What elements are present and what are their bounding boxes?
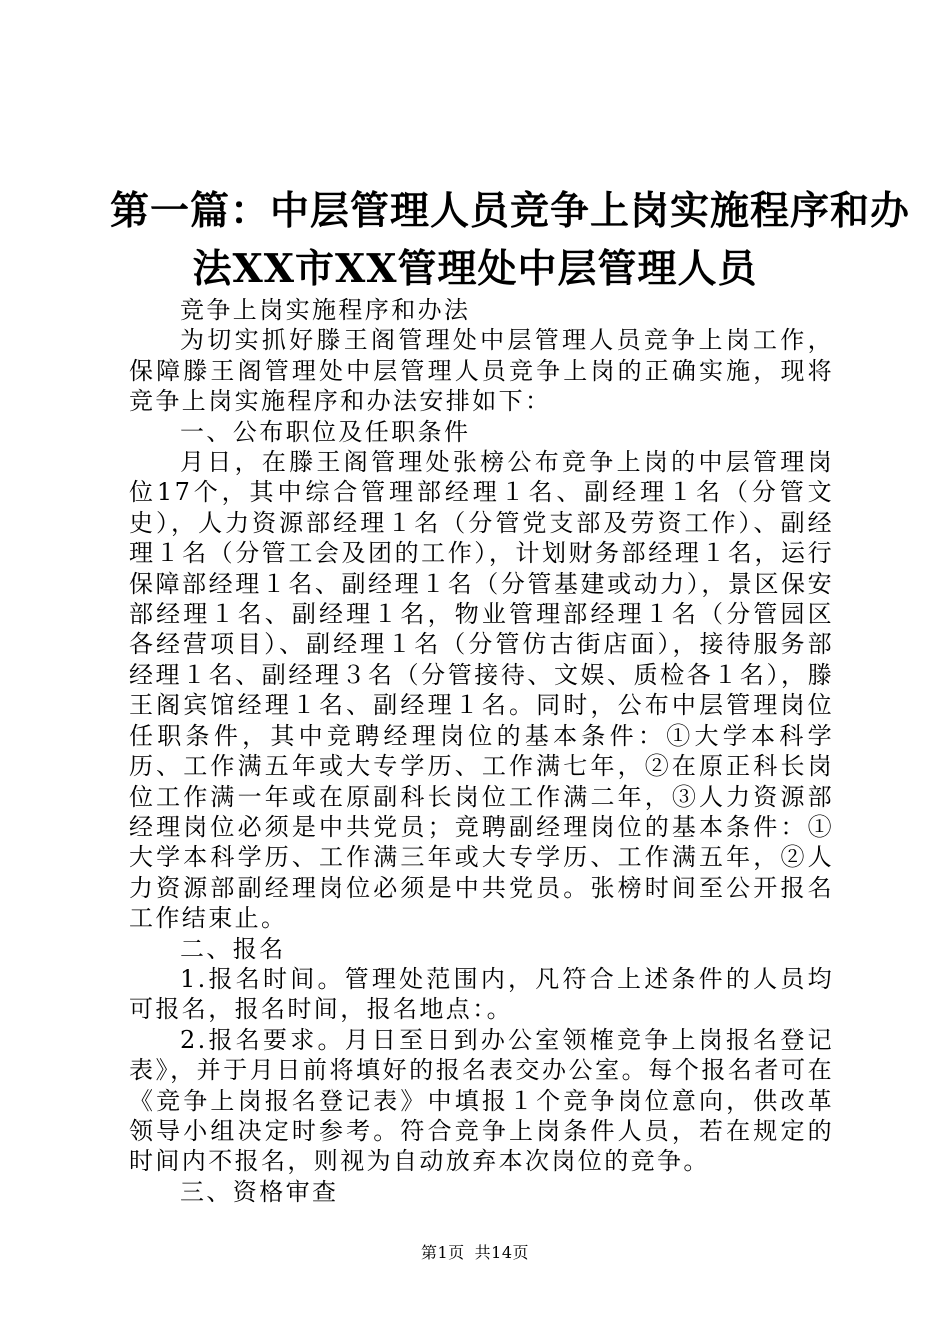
paragraph-registration-time: 1.报名时间。管理处范围内，凡符合上述条件的人员均可报名，报名时间，报名地点：。 [129, 964, 834, 1024]
page-number: 第1页 [420, 1243, 465, 1262]
document-title-line-2: 法XX市XX管理处中层管理人员 [192, 246, 758, 292]
paragraph-intro: 为切实抓好滕王阁管理处中层管理人员竞争上岗工作，保障滕王阁管理处中层管理人员竞争上岗的正确实施，现将竞争上岗实施程序和办法安排如下： [129, 326, 834, 416]
page-footer [0, 1243, 950, 1263]
paragraph-registration-requirements: 2.报名要求。月日至日到办公室领榷竞争上岗报名登记表》，并于月日前将填好的报名表交办公室。每个报名者可在《竞争上岗报名登记表》中填报１个竞争岗位意向，供改革领导小组决定时参考。符合竞争上岗条件人员，若在规定的时间内不报名，则视为自动放弃本次岗位的竞争。 [129, 1025, 834, 1176]
document-body [129, 295, 834, 1207]
section-heading-2: 二、报名 [180, 934, 286, 963]
paragraph-positions: 月日，在滕王阁管理处张榜公布竞争上岗的中层管理岗位17个，其中综合管理部经理１名、副经理１名（分管文史），人力资源部经理１名（分管党支部及劳资工作）、副经理１名（分管工会及团的工作），计划财务部经理１名，运行保障部经理１名、副经理１名（分管基建或动力），景区保安部经理１名、副经理１名，物业管理部经理１名（分管园区各经营项目）、副经理１名（分管仿古街店面），接待服务部经理１名、副经理３名（分管接待、文娱、质检各１名），滕王阁宾馆经理１名、副经理１名。同时，公布中层管理岗位任职条件，其中竞聘经理岗位的基本条件：①大学本科学历、工作满五年或大专学历、工作满七年，②在原正科长岗位工作满一年或在原副科长岗位工作满二年，③人力资源部经理岗位必须是中共党员；竞聘副经理岗位的基本条件：①大学本科学历、工作满三年或大专学历、工作满五年，②人力资源部副经理岗位必须是中共党员。张榜时间至公开报名工作结束止。 [129, 448, 834, 933]
paragraph-subtitle: 竞争上岗实施程序和办法 [180, 296, 471, 324]
section-heading-1: 一、公布职位及任职条件 [180, 417, 471, 446]
document-title-line-1: 第一篇：中层管理人员竞争上岗实施程序和办 [110, 188, 911, 234]
section-heading-3: 三、资格审查 [180, 1177, 339, 1206]
page-total: 共14页 [474, 1243, 530, 1262]
